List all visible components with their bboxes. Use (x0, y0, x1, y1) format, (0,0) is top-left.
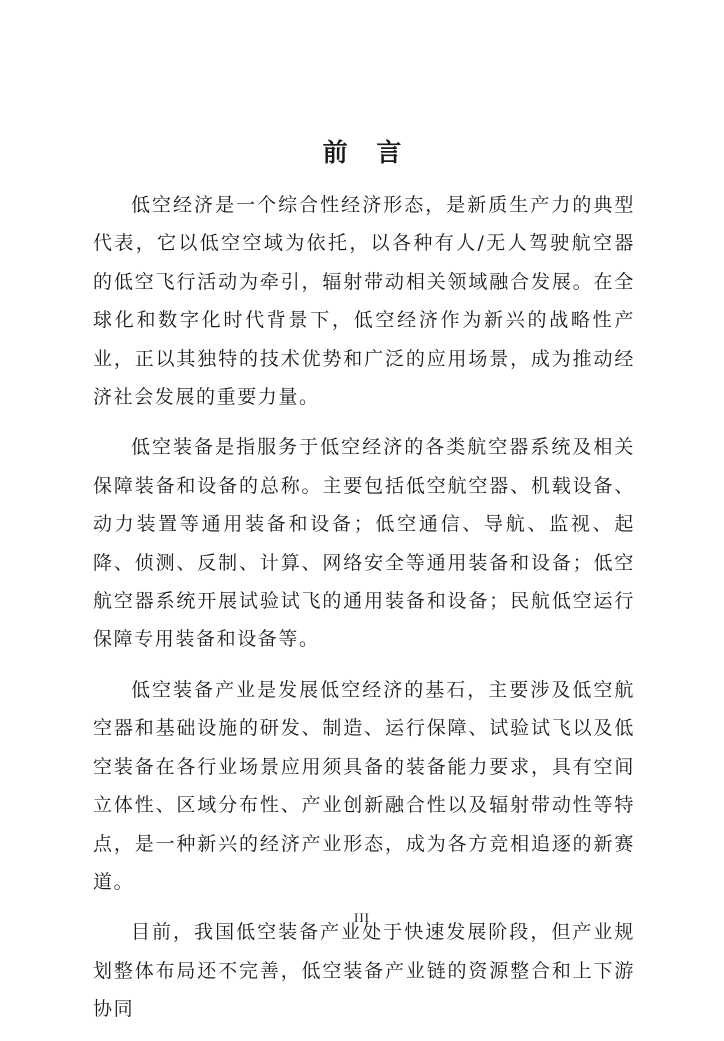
page-number: III (354, 910, 370, 925)
paragraph-2: 低空装备是指服务于低空经济的各类航空器系统及相关保障装备和设备的总称。主要包括低空航空器、机载设备、动力装置等通用装备和设备；低空通信、导航、监视、起降、侦测、反制、计算、网络安全等通用装备和设备；低空航空器系统开展试验试飞的通用装备和设备；民航低空运行保障专用装备和设备等。 (93, 436, 635, 651)
paragraph-4: 目前，我国低空装备产业处于快速发展阶段，但产业规划整体布局还不完善，低空装备产业链的资源整合和上下游协同 (93, 921, 635, 1021)
paragraph-1: 低空经济是一个综合性经济形态，是新质生产力的典型代表，它以低空空域为依托，以各种有人/无人驾驶航空器的低空飞行活动为牵引，辐射带动相关领域融合发展。在全球化和数字化时代背景下，低空经济作为新兴的战略性产业，正以其独特的技术优势和广泛的应用场景，成为推动经济社会发展的重要力量。 (93, 194, 635, 409)
paragraph-3: 低空装备产业是发展低空经济的基石，主要涉及低空航空器和基础设施的研发、制造、运行保障、试验试飞以及低空装备在各行业场景应用须具备的装备能力要求，具有空间立体性、区域分布性、产业创新融合性以及辐射带动性等特点，是一种新兴的经济产业形态，成为各方竞相追逐的新赛道。 (93, 678, 635, 893)
page-title: 前 言 (322, 138, 412, 167)
